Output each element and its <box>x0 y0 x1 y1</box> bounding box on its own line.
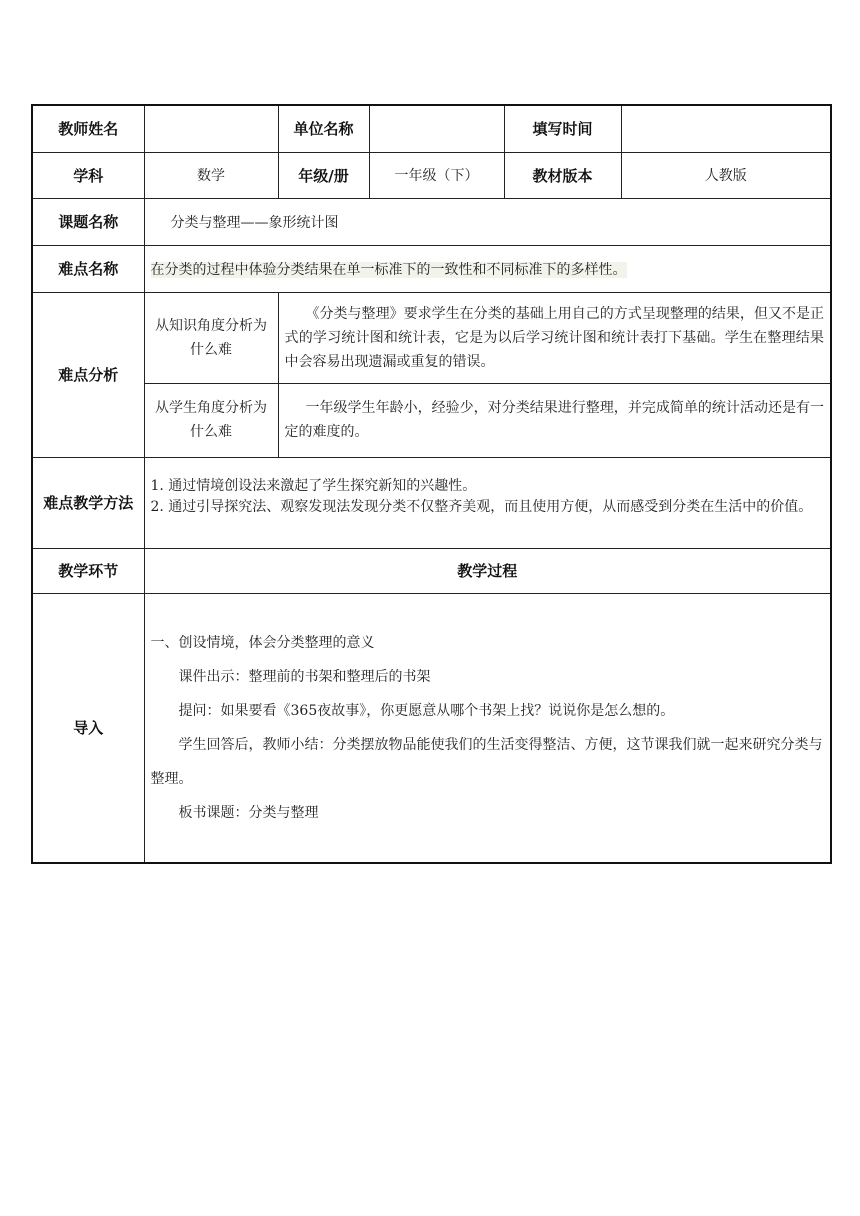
fill-time-value <box>621 105 831 152</box>
difficulty-value: 在分类的过程中体验分类结果在单一标准下的一致性和不同标准下的多样性。 <box>150 261 627 278</box>
teacher-name-value <box>144 105 278 152</box>
teaching-stage-label: 教学环节 <box>32 548 144 593</box>
edition-label: 教材版本 <box>504 152 621 198</box>
topic-label: 课题名称 <box>32 198 144 245</box>
analysis-label: 难点分析 <box>32 292 144 457</box>
difficulty-value-cell <box>144 245 831 292</box>
student-angle-label: 从学生角度分析为什么难 <box>144 383 278 457</box>
intro-line-4: 学生回答后，教师小结：分类摆放物品能使我们的生活变得整洁、方便，这节课我们就一起来研究分类与整理。 <box>150 736 823 787</box>
intro-line-5: 板书课题：分类与整理 <box>178 804 319 821</box>
method-item-2: 2. 通过引导探究法、观察发现法发现分类不仅整齐美观，而且使用方便，从而感受到分类在生活中的价值。 <box>150 498 813 515</box>
methods-row <box>32 457 831 548</box>
knowledge-angle-cell <box>278 292 831 383</box>
grade-label: 年级/册 <box>278 152 369 198</box>
intro-row <box>32 593 831 863</box>
info-row <box>32 152 831 198</box>
unit-name-value <box>369 105 504 152</box>
difficulty-row <box>32 245 831 292</box>
topic-row <box>32 198 831 245</box>
process-header-row <box>32 548 831 593</box>
grade-value: 一年级（下） <box>369 152 504 198</box>
teaching-process-label: 教学过程 <box>144 548 831 593</box>
intro-line-2: 课件出示：整理前的书架和整理后的书架 <box>178 668 431 685</box>
intro-line-1: 一、创设情境，体会分类整理的意义 <box>150 634 375 651</box>
subject-label: 学科 <box>32 152 144 198</box>
method-item-1: 1. 通过情境创设法来激起了学生探究新知的兴趣性。 <box>150 477 477 494</box>
intro-process-cell <box>144 593 831 863</box>
knowledge-angle-label: 从知识角度分析为什么难 <box>144 292 278 383</box>
lesson-plan-table <box>31 104 832 864</box>
analysis-knowledge-row <box>32 292 831 383</box>
topic-value: 分类与整理——象形统计图 <box>144 198 831 245</box>
difficulty-label: 难点名称 <box>32 245 144 292</box>
intro-line-3: 提问：如果要看《365夜故事》，你更愿意从哪个书架上找？说说你是怎么想的。 <box>178 702 675 719</box>
edition-value: 人教版 <box>621 152 831 198</box>
fill-time-label: 填写时间 <box>504 105 621 152</box>
analysis-student-row <box>32 383 831 457</box>
teacher-name-label: 教师姓名 <box>32 105 144 152</box>
subject-value: 数学 <box>144 152 278 198</box>
student-angle-text: 一年级学生年龄小，经验少，对分类结果进行整理，并完成简单的统计活动还是有一定的难度的。 <box>284 400 824 440</box>
unit-name-label: 单位名称 <box>278 105 369 152</box>
methods-cell <box>144 457 831 548</box>
intro-stage-label: 导入 <box>32 593 144 863</box>
methods-label: 难点教学方法 <box>32 457 144 548</box>
header-row <box>32 105 831 152</box>
student-angle-cell <box>278 383 831 457</box>
knowledge-angle-text: 《分类与整理》要求学生在分类的基础上用自己的方式呈现整理的结果，但又不是正式的学习统计图和统计表，它是为以后学习统计图和统计表打下基础。学生在整理结果中会容易出现遗漏或重复的错误。 <box>284 305 824 370</box>
